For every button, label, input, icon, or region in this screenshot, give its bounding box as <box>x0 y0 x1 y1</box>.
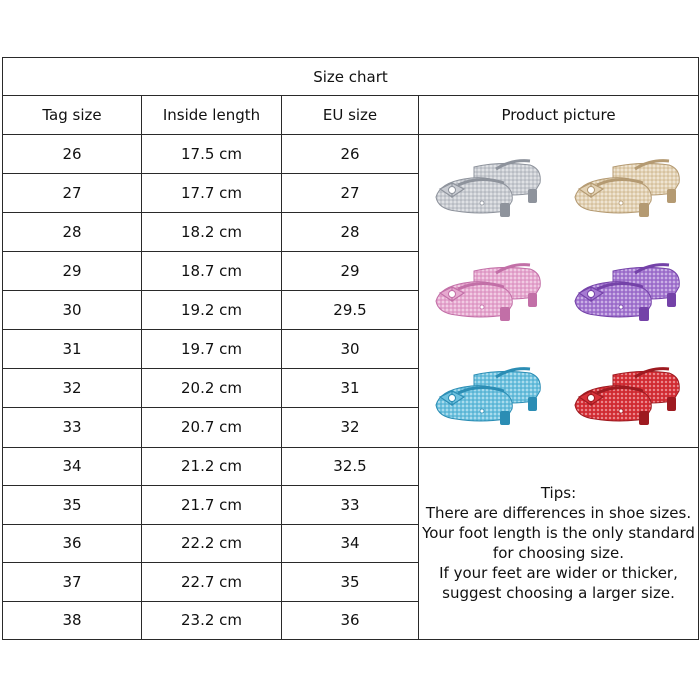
eu-size-cell: 36 <box>282 601 419 640</box>
header-tag-size: Tag size <box>3 96 142 135</box>
inside-length-cell: 17.5 cm <box>142 134 282 173</box>
inside-length-cell: 23.2 cm <box>142 601 282 640</box>
title-row <box>3 58 699 96</box>
product-picture-cell <box>419 134 699 447</box>
table-row <box>3 134 699 173</box>
tips-line: Your foot length is the only standard <box>422 524 695 543</box>
tips-line: suggest choosing a larger size. <box>442 584 675 603</box>
tag-size-cell: 37 <box>3 563 142 602</box>
eu-size-cell: 28 <box>282 212 419 251</box>
eu-size-cell: 32.5 <box>282 447 419 486</box>
tag-size-cell: 29 <box>3 251 142 290</box>
table-row <box>3 447 699 486</box>
tips-line: for choosing size. <box>492 544 625 563</box>
product-picture-grid <box>419 135 697 447</box>
tag-size-cell: 33 <box>3 408 142 447</box>
inside-length-cell: 18.2 cm <box>142 212 282 251</box>
silver-shoe-icon <box>430 153 548 221</box>
size-chart-table <box>2 57 699 640</box>
eu-size-cell: 30 <box>282 330 419 369</box>
inside-length-cell: 20.7 cm <box>142 408 282 447</box>
chart-title: Size chart <box>3 58 699 96</box>
tag-size-cell: 32 <box>3 369 142 408</box>
tips-cell <box>419 447 699 640</box>
header-inside-length: Inside length <box>142 96 282 135</box>
tips-text <box>421 483 696 603</box>
eu-size-cell: 34 <box>282 524 419 563</box>
inside-length-cell: 22.7 cm <box>142 563 282 602</box>
eu-size-cell: 29 <box>282 251 419 290</box>
inside-length-cell: 18.7 cm <box>142 251 282 290</box>
inside-length-cell: 21.7 cm <box>142 486 282 525</box>
eu-size-cell: 32 <box>282 408 419 447</box>
tips-line: There are differences in shoe sizes. <box>425 504 692 523</box>
tag-size-cell: 31 <box>3 330 142 369</box>
tips-line: If your feet are wider or thicker, <box>439 564 678 583</box>
tag-size-cell: 36 <box>3 524 142 563</box>
header-eu-size: EU size <box>282 96 419 135</box>
tag-size-cell: 35 <box>3 486 142 525</box>
eu-size-cell: 31 <box>282 369 419 408</box>
gold-shoe-icon <box>569 153 687 221</box>
purple-shoe-icon <box>569 257 687 325</box>
tag-size-cell: 30 <box>3 291 142 330</box>
size-rows <box>3 134 699 640</box>
inside-length-cell: 17.7 cm <box>142 173 282 212</box>
tag-size-cell: 34 <box>3 447 142 486</box>
blue-shoe-icon <box>430 361 548 429</box>
eu-size-cell: 26 <box>282 134 419 173</box>
inside-length-cell: 21.2 cm <box>142 447 282 486</box>
eu-size-cell: 27 <box>282 173 419 212</box>
header-row <box>3 96 699 135</box>
eu-size-cell: 33 <box>282 486 419 525</box>
inside-length-cell: 20.2 cm <box>142 369 282 408</box>
size-chart <box>2 57 698 645</box>
tag-size-cell: 26 <box>3 134 142 173</box>
inside-length-cell: 22.2 cm <box>142 524 282 563</box>
pink-shoe-icon <box>430 257 548 325</box>
eu-size-cell: 35 <box>282 563 419 602</box>
header-product-picture: Product picture <box>419 96 699 135</box>
tag-size-cell: 27 <box>3 173 142 212</box>
eu-size-cell: 29.5 <box>282 291 419 330</box>
inside-length-cell: 19.2 cm <box>142 291 282 330</box>
tips-heading: Tips: <box>540 484 577 503</box>
inside-length-cell: 19.7 cm <box>142 330 282 369</box>
tag-size-cell: 28 <box>3 212 142 251</box>
red-shoe-icon <box>569 361 687 429</box>
tag-size-cell: 38 <box>3 601 142 640</box>
